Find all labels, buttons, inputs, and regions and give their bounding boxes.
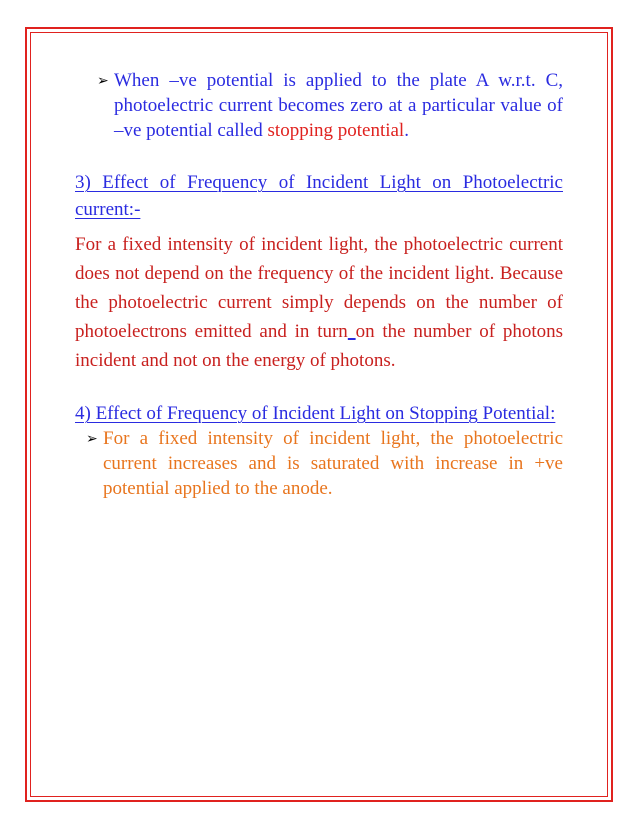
section-3-heading: 3) Effect of Frequency of Incident Light on Photoelectric current:- (75, 172, 563, 220)
bullet-text-after: . (404, 120, 409, 141)
stopping-potential-term: stopping potential (267, 120, 405, 141)
arrow-bullet-icon: ➢ (97, 73, 109, 89)
bullet-paragraph (114, 68, 563, 143)
stopping-potential-bullet (75, 68, 563, 143)
section-3-underline-mark (348, 321, 356, 342)
section-3-text-before: For a fixed intensity of incident light, the photoelectric current does not depend on the frequency of the incident light. Because the photoelectric current simply depends on the number of photoelectrons emitted and in turn (75, 234, 563, 342)
section-3-paragraph (75, 230, 563, 375)
bullet-text-before: When –ve potential is applied to the plate A w.r.t. C, photoelectric current becomes zero at a particular value of –ve potential called (114, 70, 563, 141)
section-4-bullet (75, 426, 563, 501)
section-4-heading: 4) Effect of Frequency of Incident Light on Stopping Potential: (75, 403, 556, 424)
arrow-bullet-icon: ➢ (86, 431, 98, 447)
section-3-text-after: on the number of photons incident and not on the energy of photons. (75, 321, 564, 371)
section-4-bullet-text: For a fixed intensity of incident light, the photoelectric current increases and is saturated with increase in +ve potential applied to the anode. (103, 428, 563, 499)
document-content (75, 68, 563, 501)
